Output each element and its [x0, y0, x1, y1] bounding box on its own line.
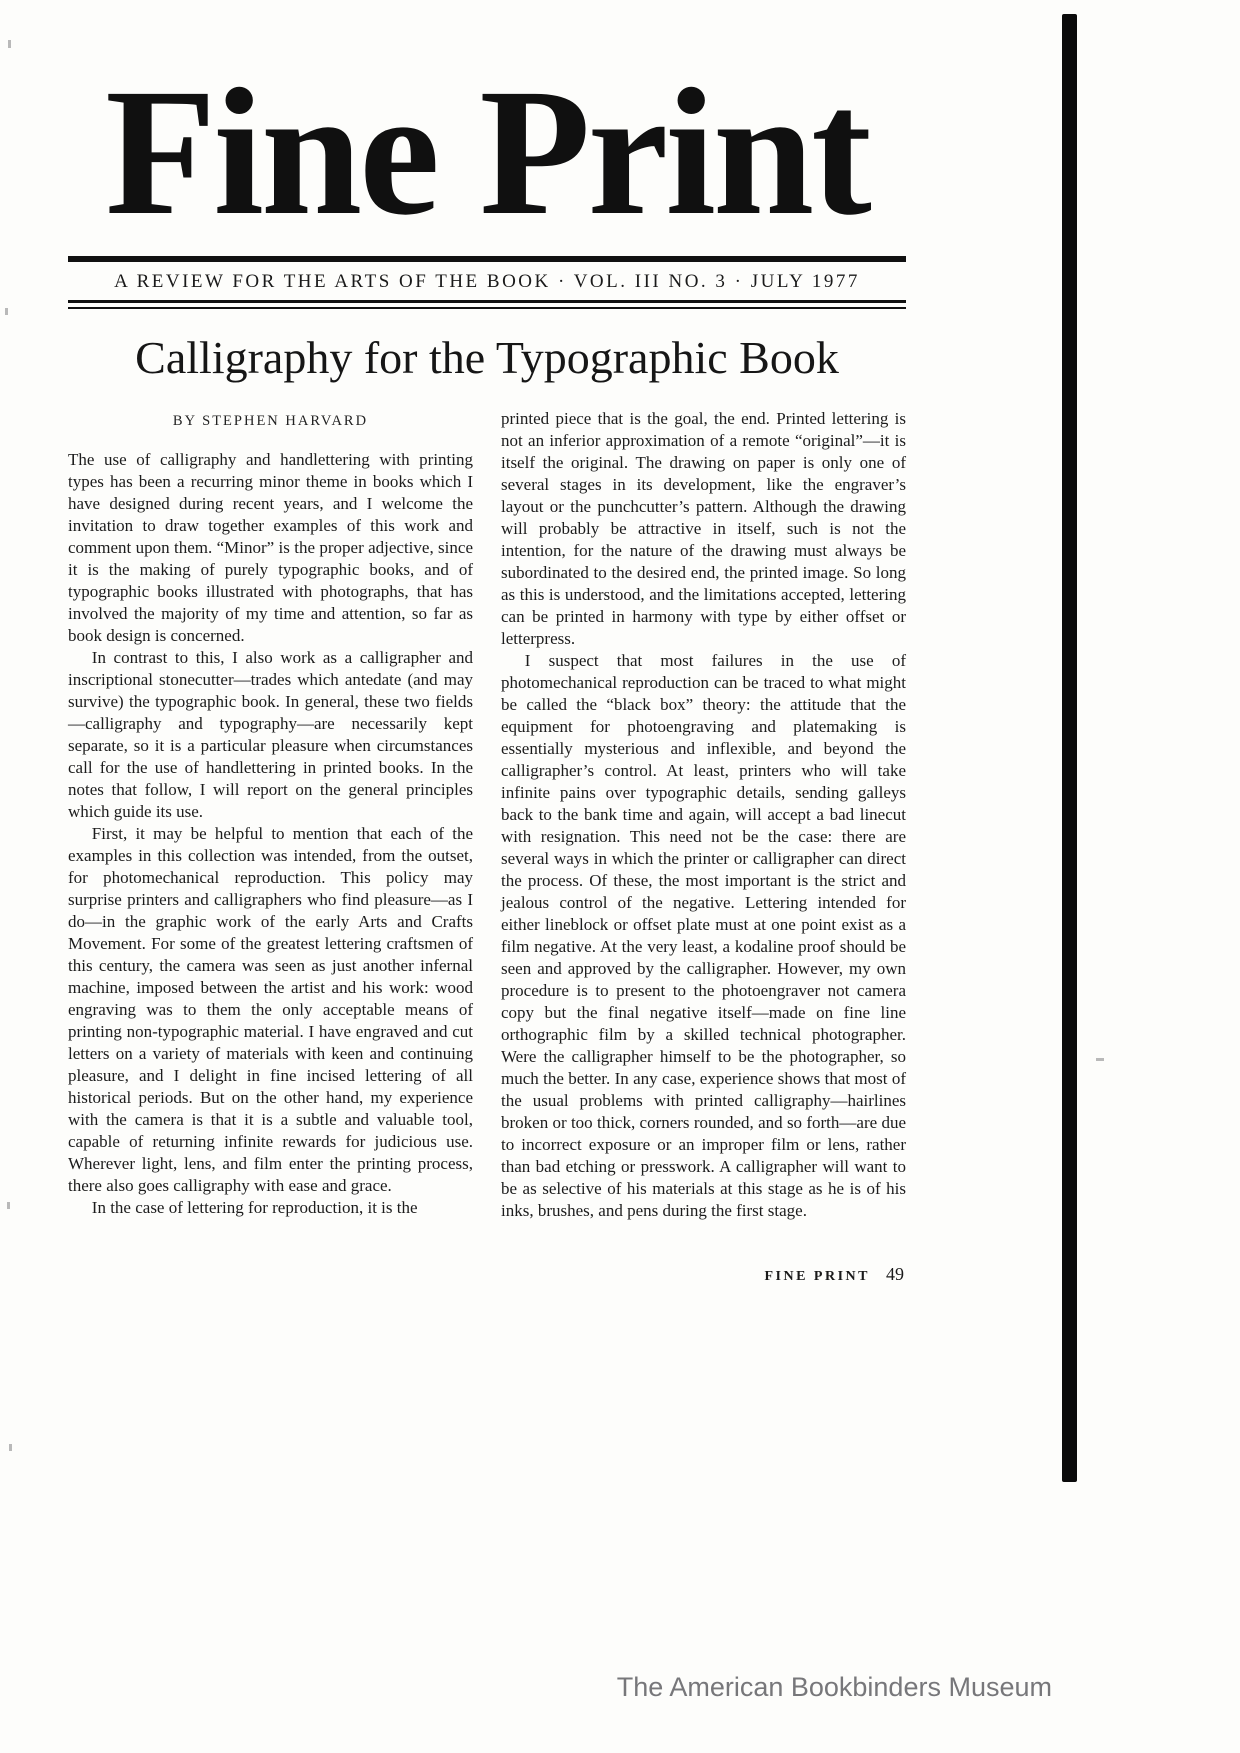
right-column [501, 408, 906, 1222]
paragraph: printed piece that is the goal, the end. Printed lettering is not an inferior approximation of a remote “original”—it is itself the original. The drawing on paper is only one of several stages in its development, like the engraver’s layout or the punchcutter’s pattern. Although the drawing will probably be attractive in itself, such is not the intention, for the nature of the drawing must always be subordinated to the desired end, the printed image. So long as this is understood, and the limitations accepted, lettering can be printed in harmony with type by either offset or letterpress. [501, 408, 906, 648]
page-content [68, 0, 906, 1285]
footer-page-number: 49 [886, 1263, 904, 1284]
right-column-text [501, 408, 906, 1222]
paragraph: In the case of lettering for reproduction, it is the [91, 1197, 418, 1217]
paragraph: I suspect that most failures in the use of photomechanical reproduction can be traced to what might be called the “black box” theory: the attitude that the equipment for photoengraving and platemaking is essentially mysterious and inflexible, and beyond the calligrapher’s control. At least, printers who will take infinite pains over typographic details, sending galleys back to the bank time and again, will accept a bad linecut with resignation. This need not be the case: there are several ways in which the printer or calligrapher can direct the process. Of these, the most important is the strict and jealous control of the negative. Lettering intended for either lineblock or offset plate must at one point exist as a film negative. At the very least, a kodaline proof should be seen and approved by the calligrapher. However, my own procedure is to present to the photoengraver not camera copy but the final negative itself—made on fine line orthographic film by a skilled technical photographer. Were the calligrapher himself to be the photographer, so much the better. In any case, experience shows that most of the usual problems with printed calligraphy—hairlines broken or too thick, corners rounded, and so forth—are due to incorrect exposure or an improper film or lens, rather than bad etching or presswork. A calligrapher will want to be as selective of his materials at this stage as he is of his inks, brushes, and pens during the first stage. [501, 650, 906, 1220]
scan-binding-bar [1062, 14, 1077, 1482]
footer-journal-name: FINE PRINT [764, 1268, 870, 1284]
scan-artifact [7, 1202, 10, 1209]
scan-artifact [8, 40, 11, 48]
journal-subtitle: A REVIEW FOR THE ARTS OF THE BOOK · VOL. III NO. 3 · JULY 1977 [114, 271, 860, 292]
article-columns [68, 408, 906, 1222]
article-title: Calligraphy for the Typographic Book [135, 332, 839, 383]
scan-artifact [1096, 1058, 1104, 1061]
left-column [68, 408, 473, 1222]
paragraph: The use of calligraphy and handlettering with printing types has been a recurring minor theme in books which I have designed during recent years, and I welcome the invitation to draw together examples of this work and comment upon them. “Minor” is the proper adjective, since it is the making of purely typographic books, and of typographic books illustrated with photographs, that has involved the majority of my time and attention, so far as book design is concerned. [68, 449, 473, 645]
left-column-text [68, 449, 473, 1219]
masthead-header [68, 0, 906, 309]
paragraph: First, it may be helpful to mention that each of the examples in this collection was intended, from the outset, for photomechanical reproduction. This policy may surprise printers and calligraphers who find pleasure—as I do—in the graphic work of the early Arts and Crafts Movement. For some of the greatest lettering craftsmen of this century, the camera was seen as just another infernal machine, imposed between the artist and his work: wood engraving was to them the only acceptable means of printing non-typographic material. I have engraved and cut letters on a variety of materials with keen and continuing pleasure, and I delight in fine incised lettering of all historical periods. But on the other hand, my experience with the camera is that it is a subtle and valuable tool, capable of returning infinite rewards for judicious use. Wherever light, lens, and film enter the printing process, there also goes calligraphy with ease and grace. [68, 823, 473, 1195]
paragraph: In contrast to this, I also work as a calligrapher and inscriptional stonecutter—trades which antedate (and may survive) the typographic book. In general, these two fields—calligraphy and typography—are necessarily kept separate, so it is a particular pleasure when circumstances call for the use of handlettering in printed books. In the notes that follow, I will report on the general principles which guide its use. [68, 647, 473, 821]
page-footer [68, 1264, 906, 1285]
journal-masthead: Fine Print [105, 52, 869, 253]
archive-watermark: The American Bookbinders Museum [616, 1672, 1052, 1702]
scan-artifact [9, 1444, 12, 1451]
scan-artifact [5, 308, 8, 315]
article-byline: BY STEPHEN HARVARD [172, 412, 369, 429]
masthead-rule-bottom [68, 300, 906, 309]
